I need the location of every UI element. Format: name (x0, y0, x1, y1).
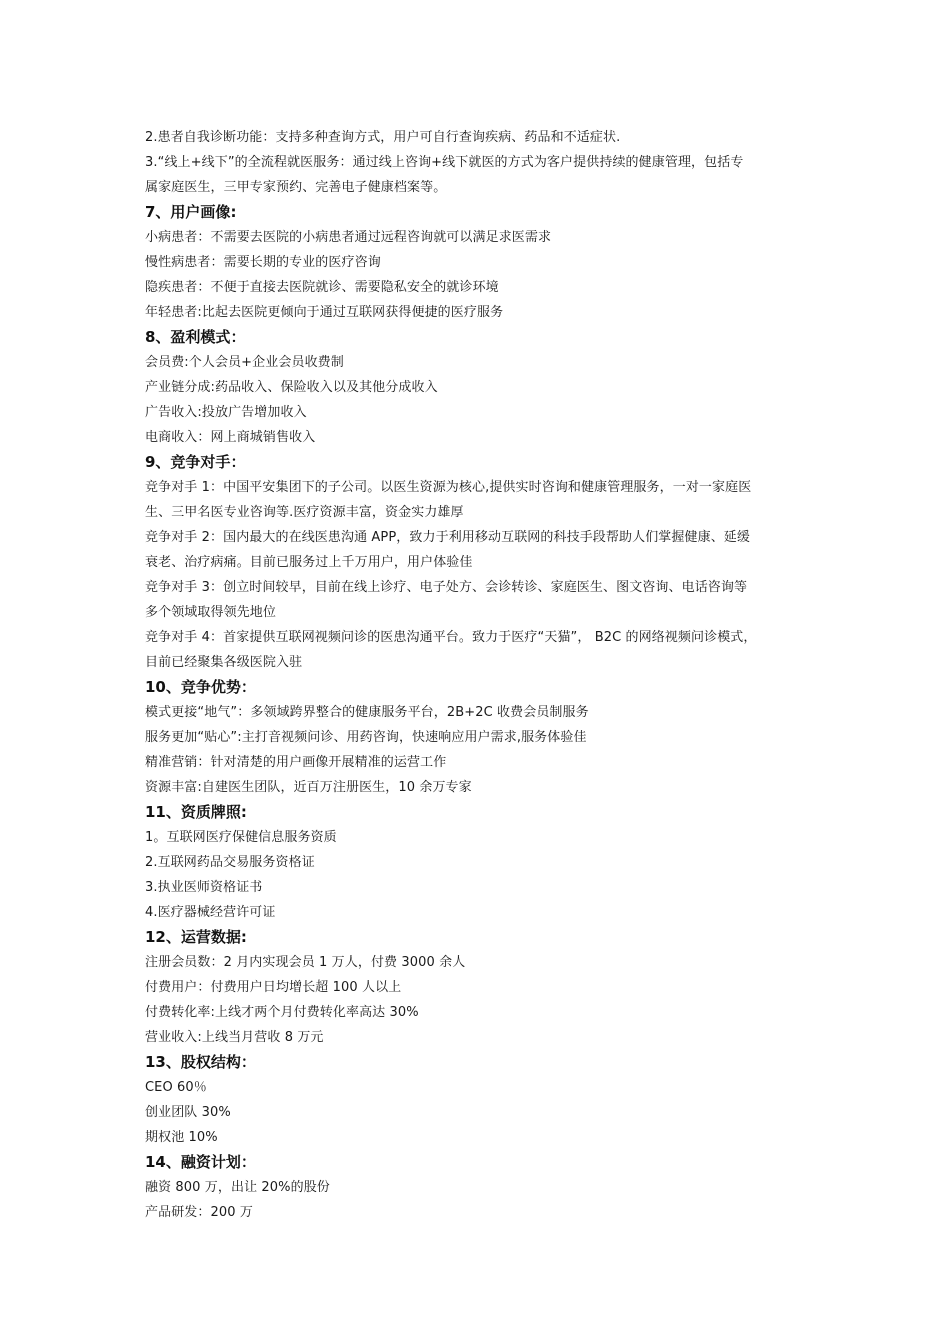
text-line: 付费用户：付费用户日均增长超 100 人以上 (145, 980, 402, 995)
text-line: 3.执业医师资格证书 (145, 880, 263, 895)
text-line: 衰老、治疗病痛。目前已服务过上千万用户，用户体验佳 (145, 555, 473, 570)
text-line: 模式更接“地气”：多领域跨界整合的健康服务平台，2B+2C 收费会员制服务 (145, 705, 589, 720)
text-line: 2.互联网药品交易服务资格证 (145, 855, 315, 870)
text-line: 竞争对手 2：国内最大的在线医患沟通 APP，致力于利用移动互联网的科技手段帮助人们掌握健康、延缓 (145, 530, 751, 545)
text-line: 隐疾患者：不便于直接去医院就诊、需要隐私安全的就诊环境 (145, 280, 499, 295)
text-line: 会员费:个人会员+企业会员收费制 (145, 355, 344, 370)
text-line: 注册会员数：2 月内实现会员 1 万人，付费 3000 余人 (145, 955, 466, 970)
text-line: 创业团队 30% (145, 1105, 231, 1120)
text-line: 慢性病患者：需要长期的专业的医疗咨询 (145, 255, 381, 270)
text-line: 竞争对手 1：中国平安集团下的子公司。以医生资源为核心,提供实时咨询和健康管理服务，一对一家庭医 (145, 480, 752, 495)
text-line: 属家庭医生，三甲专家预约、完善电子健康档案等。 (145, 180, 447, 195)
section-heading: 9、竞争对手： (145, 453, 246, 471)
text-line: 竞争对手 4：首家提供互联网视频问诊的医患沟通平台。致力于医疗“天猫”， B2C 的网络视频问诊模式， (145, 630, 757, 645)
section-heading: 12、运营数据: (145, 928, 247, 946)
text-line: 竞争对手 3：创立时间较早，目前在线上诊疗、电子处方、会诊转诊、家庭医生、图文咨询、电话咨询等 (145, 580, 748, 595)
text-line: 产业链分成:药品收入、保险收入以及其他分成收入 (145, 380, 438, 395)
text-line: 电商收入：网上商城销售收入 (145, 430, 316, 445)
section-heading: 8、盈利模式： (145, 328, 246, 346)
text-line: 小病患者：不需要去医院的小病患者通过远程咨询就可以满足求医需求 (145, 230, 552, 245)
text-line: 精准营销：针对清楚的用户画像开展精准的运营工作 (145, 755, 447, 770)
text-line: 产品研发：200 万 (145, 1205, 253, 1220)
text-line: CEO 60％ (145, 1080, 207, 1095)
text-line: 服务更加“贴心”:主打音视频问诊、用药咨询，快速响应用户需求,服务体验佳 (145, 730, 587, 745)
text-line: 融资 800 万，出让 20%的股份 (145, 1180, 330, 1195)
text-line: 资源丰富:自建医生团队，近百万注册医生，10 余万专家 (145, 780, 472, 795)
text-line: 3.“线上+线下”的全流程就医服务：通过线上咨询+线下就医的方式为客户提供持续的健康管理，包括专 (145, 155, 744, 170)
text-line: 2.患者自我诊断功能：支持多种查询方式，用户可自行查询疾病、药品和不适症状. (145, 130, 621, 145)
text-line: 年轻患者:比起去医院更倾向于通过互联网获得便捷的医疗服务 (145, 305, 504, 320)
text-line: 付费转化率:上线才两个月付费转化率高达 30% (145, 1005, 419, 1020)
text-line: 营业收入:上线当月营收 8 万元 (145, 1030, 324, 1045)
text-line: 广告收入:投放广告增加收入 (145, 405, 307, 420)
text-line: 期权池 10% (145, 1130, 218, 1145)
section-heading: 10、竞争优势： (145, 678, 256, 696)
section-heading: 14、融资计划： (145, 1153, 256, 1171)
text-line: 多个领域取得领先地位 (145, 605, 277, 620)
section-heading: 13、股权结构： (145, 1053, 256, 1071)
text-line: 目前已经聚集各级医院入驻 (145, 655, 303, 670)
section-heading: 7、用户画像: (145, 203, 237, 221)
document-body (145, 125, 825, 1225)
text-line: 生、三甲名医专业咨询等.医疗资源丰富，资金实力雄厚 (145, 505, 464, 520)
text-line: 1。互联网医疗保健信息服务资质 (145, 830, 337, 845)
text-line: 4.医疗器械经营许可证 (145, 905, 276, 920)
section-heading: 11、资质牌照: (145, 803, 247, 821)
